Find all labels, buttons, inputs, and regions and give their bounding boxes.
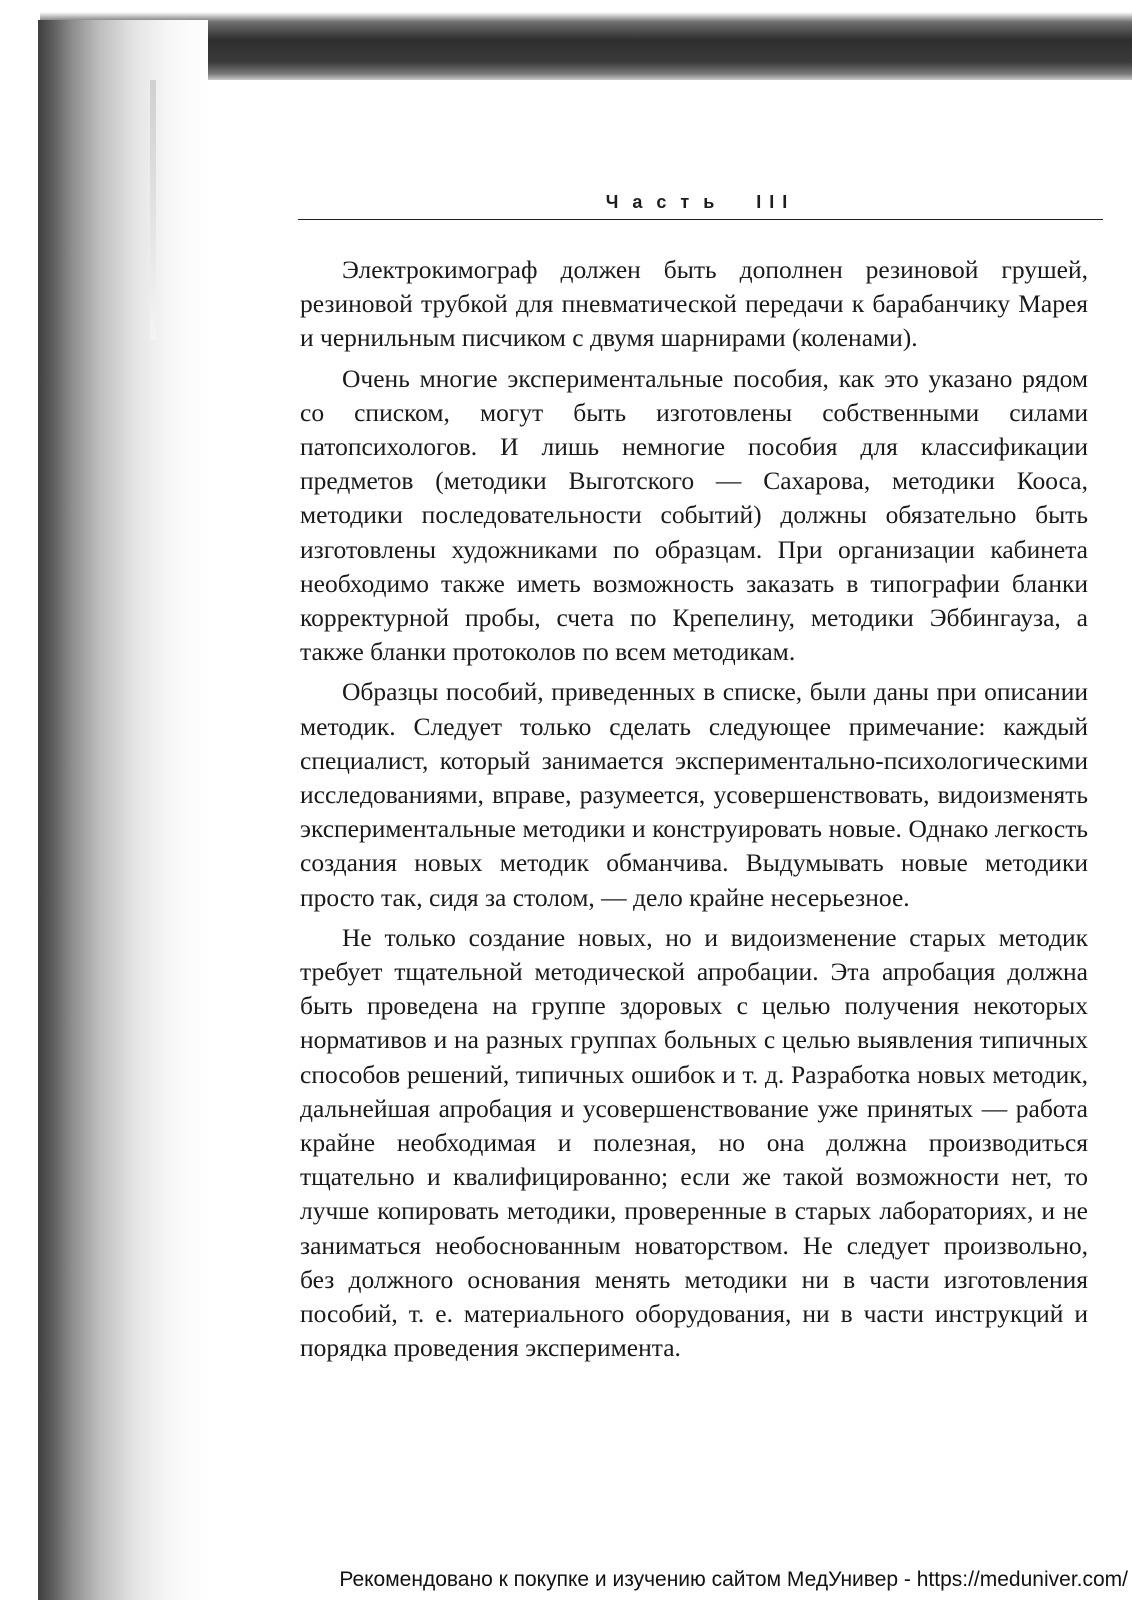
running-head-label: Часть <box>605 192 729 212</box>
header-rule <box>298 219 1103 220</box>
body-text <box>300 253 1088 1372</box>
scan-shadow-binding <box>38 20 208 1600</box>
paragraph-1: Электрокимограф должен быть дополнен резиновой грушей, резиновой трубкой для пневматической передачи к барабанчику Марея и чернильным писчиком с двумя шарнирами (коленами). <box>300 255 1088 353</box>
paragraph-4: Не только создание новых, но и видоизменение старых методик требует тщательной методической апробации. Эта апробация должна быть проведена на группе здоровых с целью получения некоторых нормативов и на разных группах больных с целью выявления типичных способов решений, типичных ошибок и т. д. Разработка новых методик, дальнейшая апробация и усовершенствование уже принятых — работа крайне необходимая и полезная, но она должна производиться тщательно и квалифицированно; если же такой возможности нет, то лучше копировать методики, проверенные в старых лабораториях, и не заниматься необоснованным новаторством. Не следует произвольно, без должного основания менять методики ни в части изготовления пособий, т. е. материального оборудования, ни в части инструкций и порядка проведения эксперимента. <box>300 922 1088 1363</box>
footer-promo-link[interactable]: Рекомендовано к покупке и изучению сайтом МедУнивер - https://meduniver.com/ <box>339 1568 1128 1591</box>
chapter-numeral: III <box>756 192 796 212</box>
paragraph-2: Очень многие экспериментальные пособия, как это указано рядом со списком, могут быть изготовлены собственными силами патопсихологов. И лишь немногие пособия для классификации предметов (методики Выготского — Сахарова, методики Кооса, методики последовательности событий) должны обязательно быть изготовлены художниками по образцам. При организации кабинета необходимо также иметь возможность заказать в типографии бланки корректурной пробы, счета по Крепелину, методики Эббингауза, а также бланки протоколов по всем методикам. <box>300 363 1088 667</box>
paragraph-3: Образцы пособий, приведенных в списке, были даны при описании методик. Следует только сделать следующее примечание: каждый специалист, который занимается экспериментально-психологическими исследованиями, вправе, разумеется, усовершенствовать, видоизменять экспериментальные методики и конструировать новые. Однако легкость создания новых методик обманчива. Выдумывать новые методики просто так, сидя за столом, — дело крайне несерьезное. <box>300 677 1088 912</box>
running-head <box>298 192 1103 213</box>
page-margin-left <box>0 0 40 1600</box>
scan-streak <box>150 80 156 340</box>
